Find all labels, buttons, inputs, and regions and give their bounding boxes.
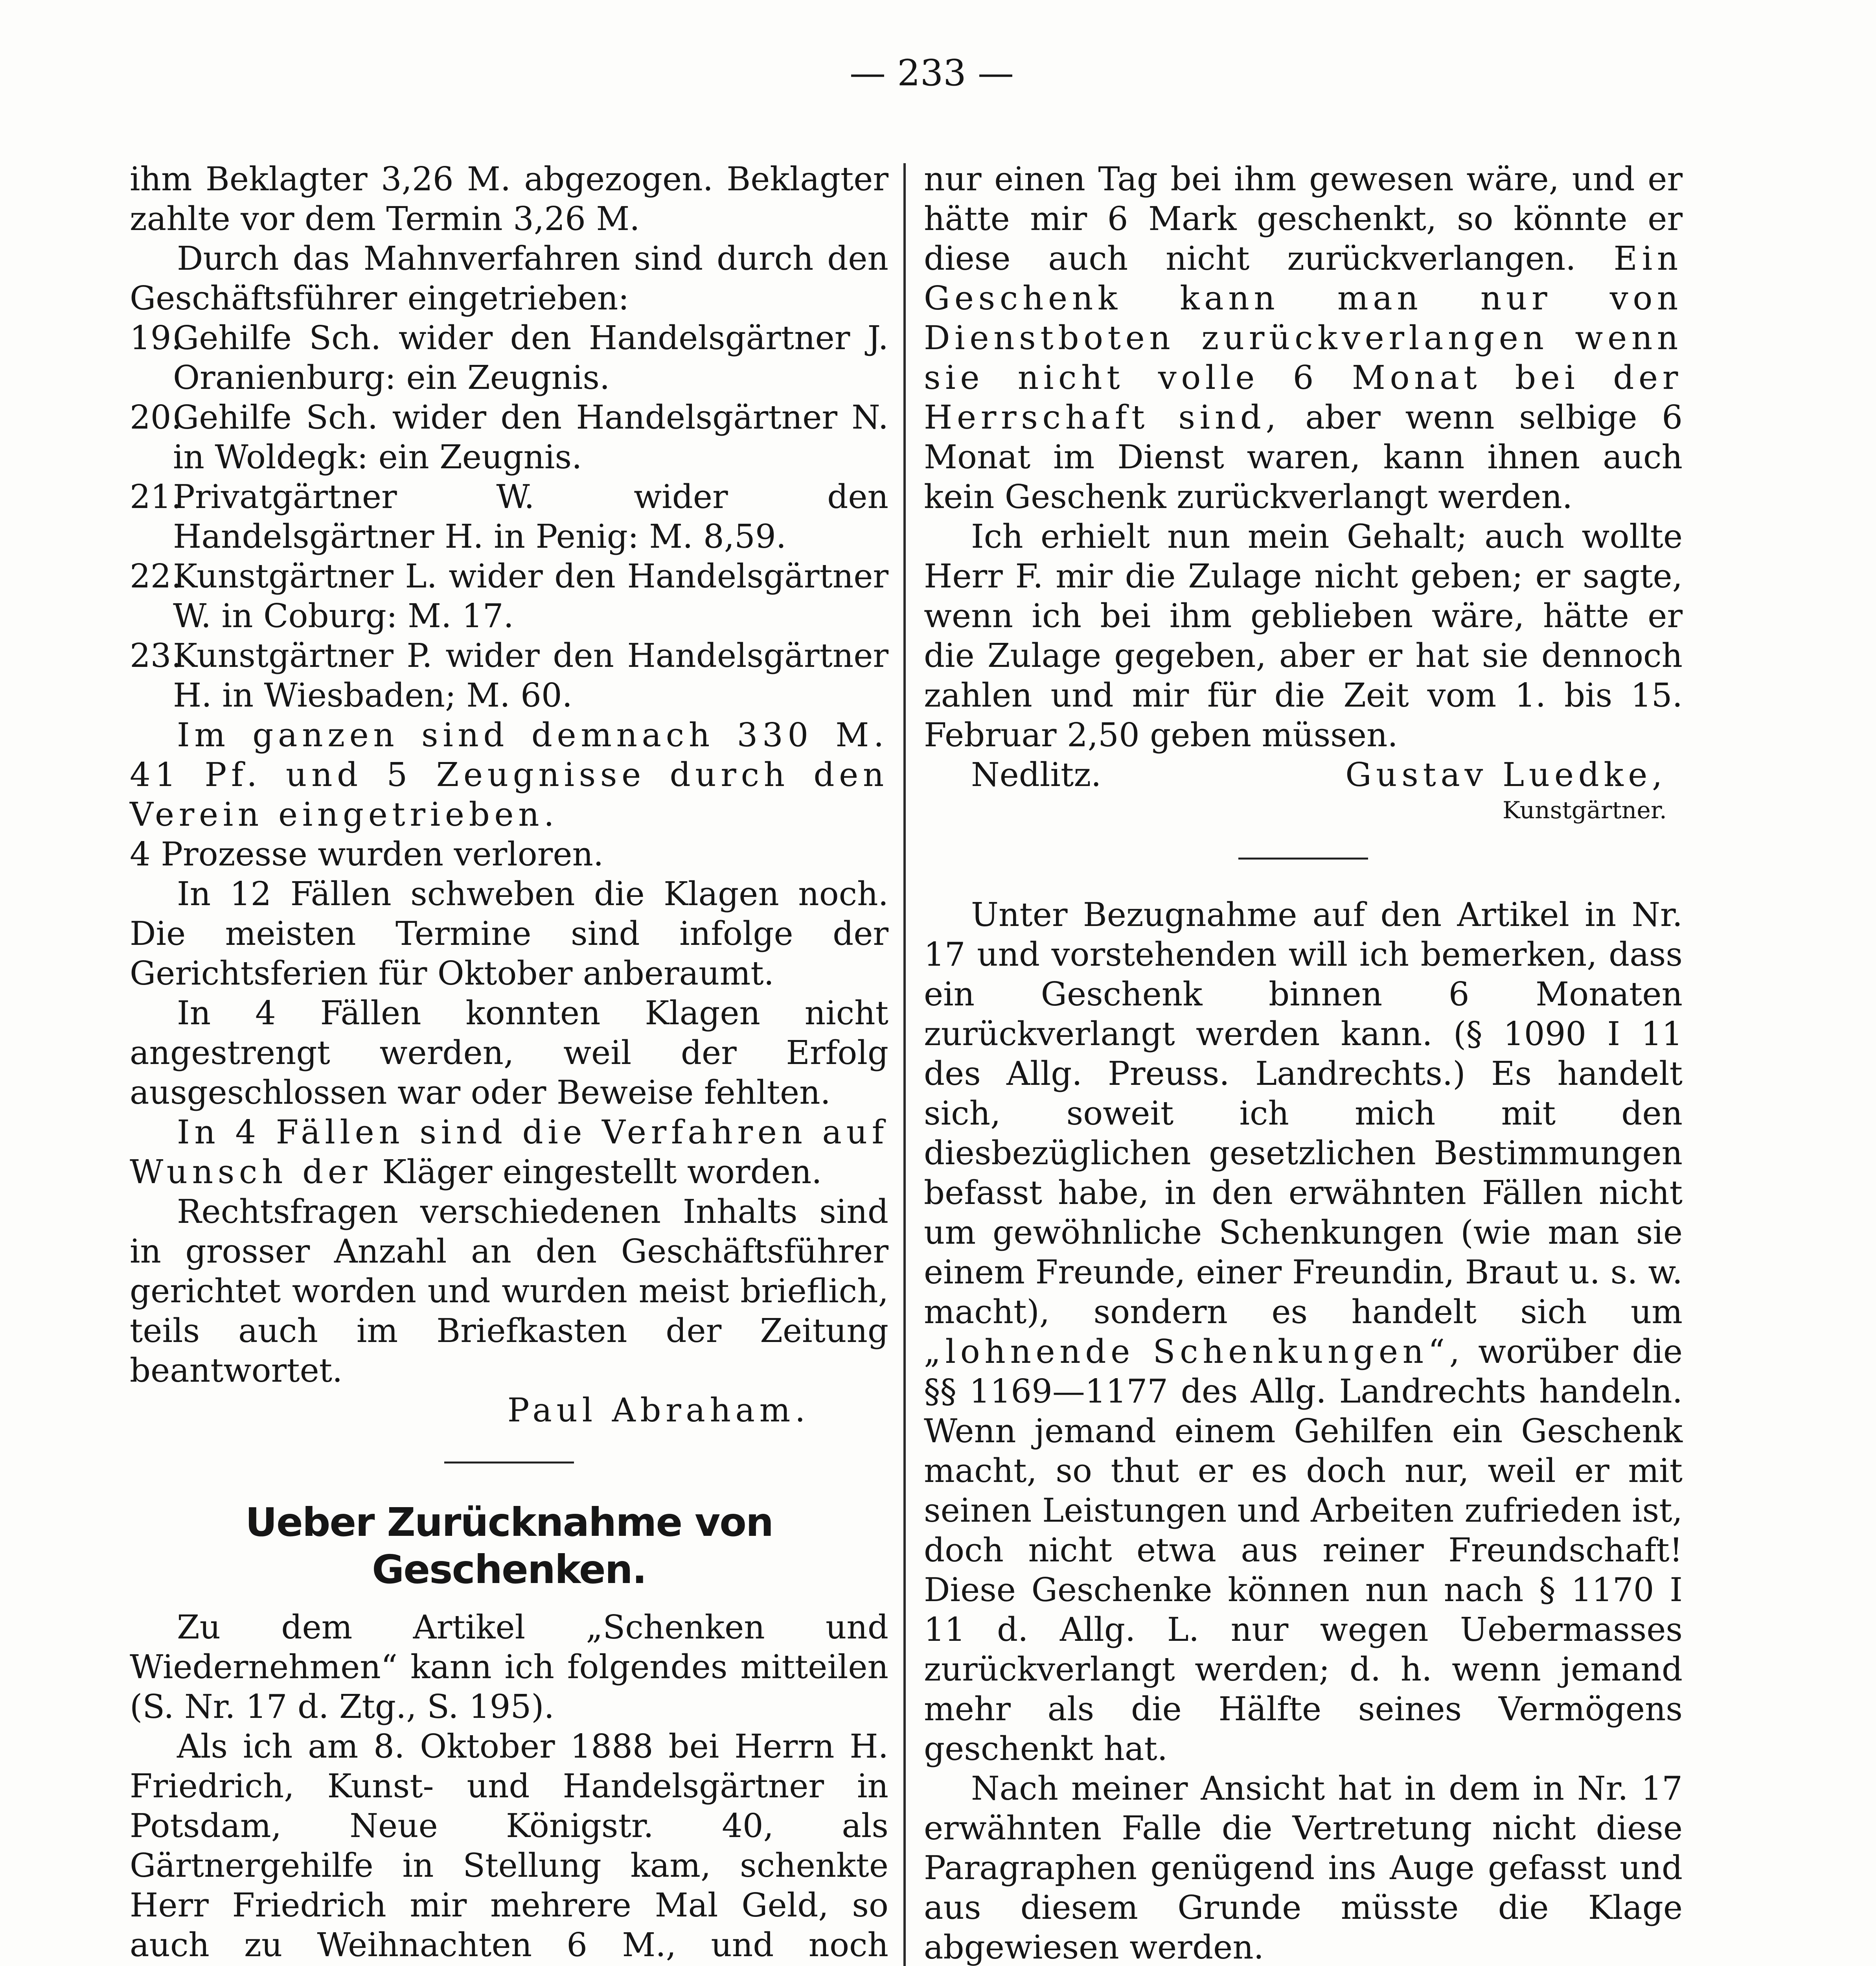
paragraph-legal-questions: Rechtsfragen verschiedenen Inhalts sind in grosser Anzahl an den Geschäftsführer gerichtet worden und wurden meist brieflich, teils auch im Briefkasten der Zeitung beantwortet. [130, 1193, 888, 1390]
paragraph-continuation: ihm Beklagter 3,26 M. abgezogen. Beklagter zahlte vor dem Termin 3,26 M. [130, 160, 888, 238]
list-item-number: 19. [130, 319, 182, 357]
article-text: nur einen Tag bei ihm gewesen wäre, und er hätte mir 6 Mark geschenkt, so könnte er diese auch nicht zurückverlangen. [924, 160, 1683, 278]
list-item-text: Gehilfe Sch. wider den Handelsgärtner N. in Woldegk: ein Zeugnis. [173, 398, 888, 476]
paragraph-withdrawn [130, 1112, 888, 1192]
reply-paragraph [924, 895, 1683, 1769]
section-divider [1238, 858, 1368, 860]
list-item-number: 23. [130, 637, 182, 675]
list-item-number: 21. [130, 478, 182, 516]
list-item-number: 20. [130, 398, 182, 436]
reply-text-end: worüber die §§ 1169—1177 des Allg. Landrechts handeln. Wenn jemand einem Gehilfen ein Geschenk macht, so thut er es doch nur, weil er mit seinen Leistungen und Arbeiten zufrieden ist, doch nicht etwa aus reiner Freundschaft! Diese Geschenke können nun nach § 1170 I 11 d. Allg. L. nur wegen Uebermasses zurückverlangt werden; d. h. wenn jemand mehr als die Hälfte seines Vermögens geschenkt hat. [924, 1333, 1683, 1768]
list-item-number: 22. [130, 557, 182, 595]
article-text-spaced: Ein Geschenk kann man nur von Dienstboten zurückverlangen wenn sie nicht volle 6 Monat bei der Herrschaft sind, [924, 239, 1683, 436]
article-paragraph [130, 1727, 888, 1966]
article-heading-gifts: Ueber Zurücknahme von Geschenken. [245, 1499, 773, 1592]
article-text: aber wenn selbige 6 Monat im Dienst waren, kann ihnen auch kein Geschenk zurückverlangt werden. [924, 398, 1683, 516]
article-text: Als ich am 8. Oktober 1888 bei Herrn H. Friedrich, Kunst- und Handelsgärtner in Potsdam, Neue Königstr. 40, als Gärtnergehilfe in Stellung kam, schenkte Herr Friedrich mir mehrere Mal Geld, so auch zu Weihnachten 6 M., und noch [130, 1727, 888, 1964]
section-divider [444, 1462, 574, 1463]
list-item-text: Kunstgärtner P. wider den Handelsgärtner H. in Wiesbaden; M. 60. [173, 637, 888, 714]
list-item [130, 318, 888, 398]
column-divider [903, 163, 906, 1966]
reply-text: Unter Bezugnahme auf den Artikel in Nr. 17 und vorstehenden will ich bemerken, dass ein Geschenk binnen 6 Monaten zurückverlangt werden kann. (§ 1090 I 11 des Allg. Preuss. Landrechts.) Es handelt sich, soweit ich mich mit den diesbezüglichen gesetzlichen Bestimmungen befasst habe, in den erwähnten Fällen nicht um gewöhnliche Schenkungen (wie man sie einem Freunde, einer Freundin, Braut u. s. w. macht), sondern es handelt sich um [924, 896, 1683, 1331]
left-column [130, 159, 888, 1966]
list-item [130, 636, 888, 715]
list-item [130, 398, 888, 477]
paragraph-summary-lost: 4 Prozesse wurden verloren. [130, 835, 604, 873]
list-item [130, 556, 888, 636]
page-number: — 233 — [849, 52, 1014, 94]
list-item-text: Privatgärtner W. wider den Handelsgärtner H. in Penig: M. 8,59. [173, 478, 888, 556]
article-paragraph: Ich erhielt nun mein Gehalt; auch wollte Herr F. mir die Zulage nicht geben; er sagte, wenn ich bei ihm geblieben wäre, hätte er die Zulage gegeben, aber er hat sie dennoch zahlen und mir für die Zeit vom 1. bis 15. Februar 2,50 geben müssen. [924, 517, 1683, 754]
reply-paragraph: Nach meiner Ansicht hat in dem in Nr. 17 erwähnten Falle die Vertretung nicht diese Paragraphen genügend ins Auge gefasst und aus diesem Grunde müsste die Klage abgewiesen werden. [924, 1769, 1683, 1966]
list-item-text: Gehilfe Sch. wider den Handelsgärtner J. Oranienburg: ein Zeugnis. [173, 319, 888, 397]
signature-name: Gustav Luedke, [1345, 756, 1667, 794]
text-withdrawn-b: Kläger eingestellt worden. [382, 1153, 822, 1191]
signature-row [924, 755, 1683, 795]
signature-place: Nedlitz. [971, 756, 1102, 794]
list-item-text: Kunstgärtner L. wider den Handelsgärtner W. in Coburg: M. 17. [173, 557, 888, 635]
signature-abraham: Paul Abraham. [507, 1391, 810, 1429]
article-continuation [924, 159, 1683, 517]
paragraph-summary-total: Im ganzen sind demnach 330 M. 41 Pf. und 5 Zeugnisse durch den Verein eingetrieben. [130, 716, 888, 834]
list-item [130, 477, 888, 556]
case-list [130, 318, 888, 715]
right-column [924, 159, 1683, 1966]
reply-text-spaced: „lohnende Schenkungen“, [924, 1333, 1464, 1371]
signature-title: Kunstgärtner. [1503, 797, 1667, 824]
paragraph-mahnverfahren: Durch das Mahnverfahren sind durch den Geschäftsführer eingetrieben: [130, 239, 888, 317]
paragraph-pending: In 12 Fällen schweben die Klagen noch. Die meisten Termine sind infolge der Gerichtsferien für Oktober anberaumt. [130, 875, 888, 992]
text-withdrawn-a: In 4 Fällen sind die Verfahren auf Wunsch der [130, 1113, 888, 1191]
article-paragraph: Zu dem Artikel „Schenken und Wiedernehmen“ kann ich folgendes mitteilen (S. Nr. 17 d. Ztg., S. 195). [130, 1608, 888, 1726]
paragraph-no-suit: In 4 Fällen konnten Klagen nicht angestrengt werden, weil der Erfolg ausgeschlossen war oder Beweise fehlten. [130, 994, 888, 1112]
